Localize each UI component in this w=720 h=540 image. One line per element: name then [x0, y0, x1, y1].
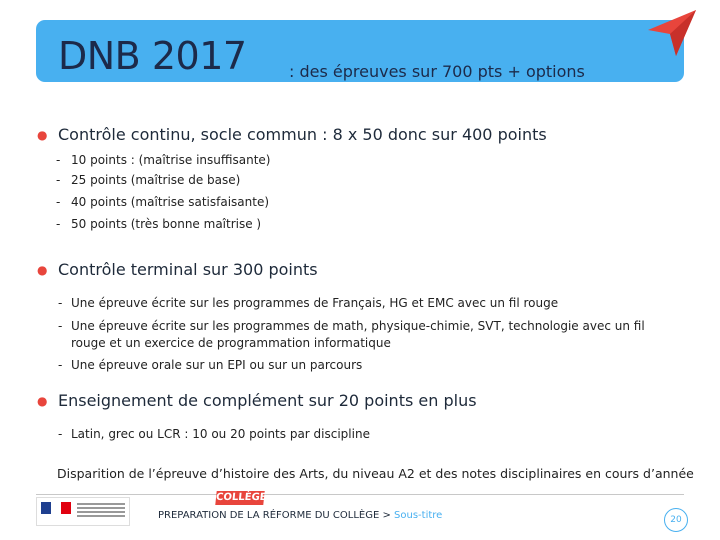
bullet-icon: ●	[37, 128, 48, 142]
ministry-logo	[36, 497, 130, 526]
footer-subtitle: Sous-titre	[394, 510, 443, 521]
section-heading-controle-continu: ● Contrôle continu, socle commun : 8 x 50 donc sur 400 points	[37, 125, 547, 144]
college-badge: COLLÈGE	[215, 492, 268, 503]
section-heading-controle-terminal: ● Contrôle terminal sur 300 points	[37, 260, 318, 279]
list-item: - Une épreuve orale sur un EPI ou sur un parcours	[58, 358, 363, 372]
list-item: - Une épreuve écrite sur les programmes de math, physique-chimie, SVT, technologie avec un fil	[58, 319, 645, 333]
flag-icon	[41, 502, 71, 514]
section-heading-enseignement-complement: ● Enseignement de complément sur 20 points en plus	[37, 391, 477, 410]
slide-title: DNB 2017	[58, 34, 247, 78]
list-item: - 50 points (très bonne maîtrise )	[56, 217, 262, 231]
footer-divider	[36, 494, 684, 495]
arrow-logo-icon	[646, 8, 698, 58]
list-item: - 25 points (maîtrise de base)	[56, 173, 241, 187]
page-number: 20	[664, 508, 688, 532]
list-item: - 10 points : (maîtrise insuffisante)	[56, 153, 271, 167]
slide-subtitle: : des épreuves sur 700 pts + options	[289, 62, 585, 81]
footer-text: PREPARATION DE LA RÉFORME DU COLLÈGE > Sous-titre	[158, 510, 443, 521]
list-item: - Latin, grec ou LCR : 10 ou 20 points par discipline	[58, 427, 370, 441]
list-item-continuation: rouge et un exercice de programmation informatique	[71, 336, 391, 350]
logo-lettering	[77, 501, 125, 519]
list-item: - Une épreuve écrite sur les programmes de Français, HG et EMC avec un fil rouge	[58, 296, 559, 310]
bullet-icon: ●	[37, 263, 48, 277]
note-text: Disparition de l’épreuve d’histoire des Arts, du niveau A2 et des notes disciplinaires en cours d’année	[57, 466, 694, 481]
bullet-icon: ●	[37, 394, 48, 408]
list-item: - 40 points (maîtrise satisfaisante)	[56, 195, 270, 209]
